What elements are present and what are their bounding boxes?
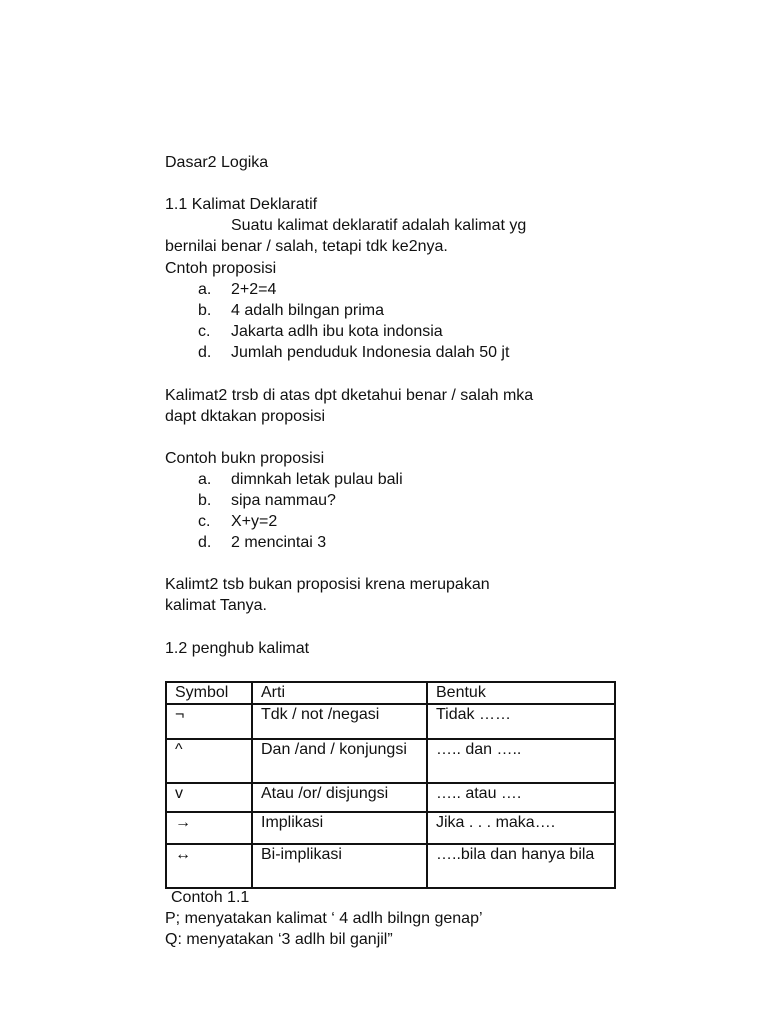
list-marker: b. [198,492,212,509]
section-heading: 1.1 Kalimat Deklaratif [165,196,318,213]
list-item: Jakarta adlh ibu kota indonsia [231,323,443,340]
paragraph-line: Q: menyatakan ‘3 adlh bil ganjil” [165,931,393,948]
table-cell: …..bila dan hanya bila [427,844,615,888]
list-item: X+y=2 [231,513,278,530]
table-row [166,739,615,783]
connectives-table [165,681,616,889]
table-cell: Tidak …… [427,704,615,739]
table-cell: Jika . . . maka…. [427,812,615,844]
list-item: Jumlah penduduk Indonesia dalah 50 jt [231,344,510,361]
section-heading: 1.2 penghub kalimat [165,640,310,657]
list-item: dimnkah letak pulau bali [231,471,403,488]
table-cell: ….. atau …. [427,783,615,812]
list-item: sipa nammau? [231,492,336,509]
list-heading: Cntoh proposisi [165,260,277,277]
paragraph-line: Kalimat2 trsb di atas dpt dketahui benar / salah mka [165,387,534,404]
table-cell: Dan /and / konjungsi [252,739,427,783]
list-marker: c. [198,323,211,340]
paragraph-line: kalimat Tanya. [165,597,267,614]
table-cell: v [166,783,252,812]
table-cell: Implikasi [252,812,427,844]
table-cell: Bi-implikasi [252,844,427,888]
table-cell: Atau /or/ disjungsi [252,783,427,812]
paragraph-line: P; menyatakan kalimat ‘ 4 adlh bilngn genap’ [165,910,483,927]
table-header: Bentuk [427,682,615,704]
table-row [166,812,615,844]
paragraph-line: Suatu kalimat deklaratif adalah kalimat yg [231,217,527,234]
list-heading: Contoh bukn proposisi [165,450,325,467]
list-item: 2 mencintai 3 [231,534,327,551]
table-cell: Tdk / not /negasi [252,704,427,739]
list-marker: d. [198,534,212,551]
paragraph-line: bernilai benar / salah, tetapi tdk ke2nya. [165,238,448,255]
table-cell: ^ [166,739,252,783]
paragraph-line: Kalimt2 tsb bukan proposisi krena merupakan [165,576,490,593]
table-cell: ↔ [166,844,252,888]
table-row [166,844,615,888]
list-marker: a. [198,471,212,488]
list-item: 4 adalh bilngan prima [231,302,384,319]
table-header-row [166,682,615,704]
list-marker: c. [198,513,211,530]
table-cell: → [166,812,252,844]
doc-title: Dasar2 Logika [165,154,269,171]
list-item: 2+2=4 [231,281,277,298]
paragraph-line: dapt dktakan proposisi [165,408,326,425]
table-cell: ….. dan ….. [427,739,615,783]
table-header: Symbol [166,682,252,704]
example-heading: Contoh 1.1 [171,889,250,906]
list-marker: a. [198,281,212,298]
list-marker: d. [198,344,212,361]
list-marker: b. [198,302,212,319]
table-row [166,704,615,739]
table-cell: ¬ [166,704,252,739]
table-header: Arti [252,682,427,704]
table-row [166,783,615,812]
